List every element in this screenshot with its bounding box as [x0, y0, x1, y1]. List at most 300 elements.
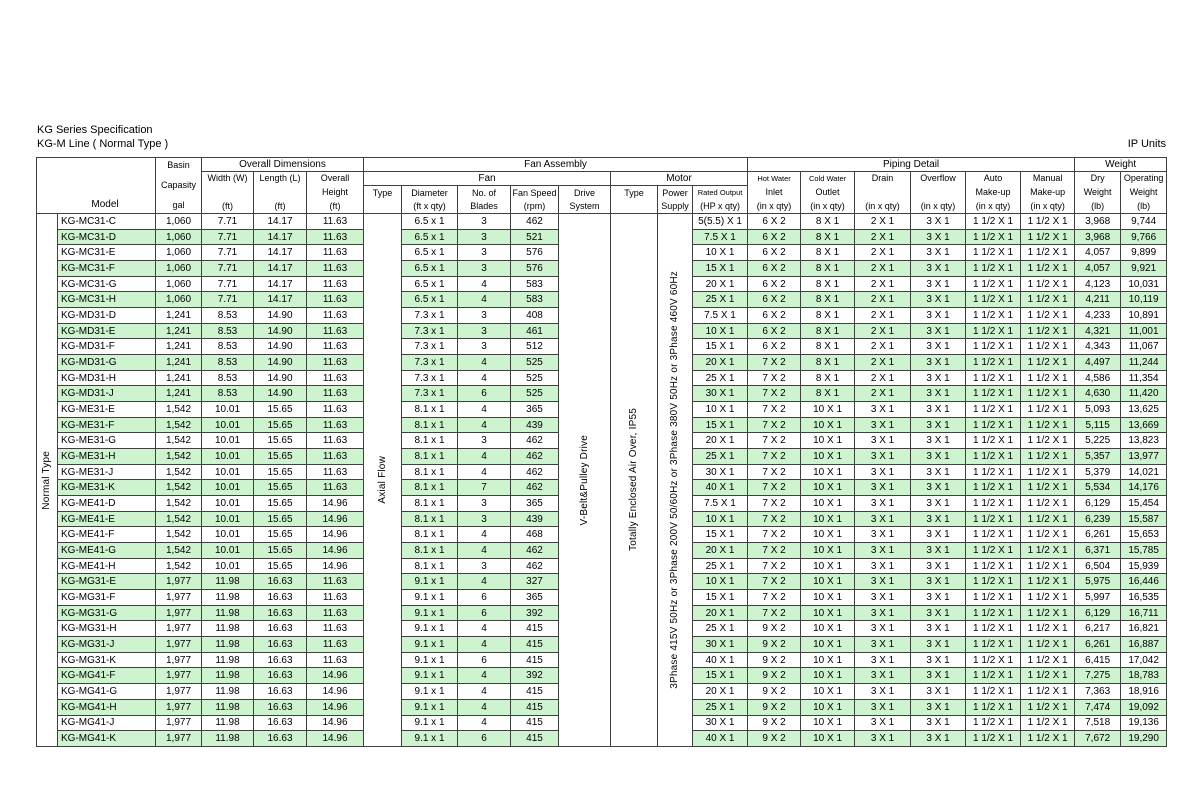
cell-model: KG-MC31-D [58, 229, 156, 245]
cell-manual-make-up: 1 1/2 X 1 [1021, 590, 1075, 606]
col-header-dry-weight: Dry Weight (lb) [1075, 172, 1121, 214]
cell-drain: 3 X 1 [855, 511, 911, 527]
cell-fan-diameter: 6.5 x 1 [402, 214, 458, 230]
cell-dry-weight: 7,518 [1075, 715, 1121, 731]
cell-basin-capacity: 1,542 [156, 558, 202, 574]
cell-manual-make-up: 1 1/2 X 1 [1021, 355, 1075, 371]
cell-auto-make-up: 1 1/2 X 1 [966, 605, 1021, 621]
cell-width: 10.01 [202, 449, 254, 465]
cell-fan-diameter: 9.1 x 1 [402, 605, 458, 621]
cell-cold-water-outlet: 8 X 1 [801, 229, 855, 245]
cell-dry-weight: 5,997 [1075, 590, 1121, 606]
cell-hot-water-inlet: 7 X 2 [748, 496, 801, 512]
cell-rated-output: 30 X 1 [693, 386, 748, 402]
group-header-weight: Weight [1075, 158, 1167, 172]
cell-basin-capacity: 1,542 [156, 480, 202, 496]
cell-width: 11.98 [202, 590, 254, 606]
cell-operating-weight: 9,744 [1121, 214, 1167, 230]
cell-width: 11.98 [202, 621, 254, 637]
cell-length: 15.65 [254, 527, 307, 543]
cell-drain: 2 X 1 [855, 370, 911, 386]
cell-drain: 3 X 1 [855, 699, 911, 715]
cell-auto-make-up: 1 1/2 X 1 [966, 261, 1021, 277]
cell-dry-weight: 3,968 [1075, 214, 1121, 230]
cell-operating-weight: 11,067 [1121, 339, 1167, 355]
cell-rated-output: 20 X 1 [693, 605, 748, 621]
cell-dry-weight: 7,275 [1075, 668, 1121, 684]
cell-no-of-blades: 7 [458, 480, 511, 496]
cell-manual-make-up: 1 1/2 X 1 [1021, 464, 1075, 480]
cell-auto-make-up: 1 1/2 X 1 [966, 386, 1021, 402]
cell-width: 7.71 [202, 229, 254, 245]
cell-basin-capacity: 1,241 [156, 370, 202, 386]
cell-manual-make-up: 1 1/2 X 1 [1021, 652, 1075, 668]
cell-width: 11.98 [202, 652, 254, 668]
cell-basin-capacity: 1,542 [156, 511, 202, 527]
cell-fan-diameter: 8.1 x 1 [402, 496, 458, 512]
cell-basin-capacity: 1,060 [156, 292, 202, 308]
col-header-fan-diameter: Diameter (ft x qty) [402, 186, 458, 214]
cell-operating-weight: 10,891 [1121, 308, 1167, 324]
cell-operating-weight: 16,535 [1121, 590, 1167, 606]
cell-overflow: 3 X 1 [911, 308, 966, 324]
cell-hot-water-inlet: 6 X 2 [748, 261, 801, 277]
cell-no-of-blades: 3 [458, 323, 511, 339]
cell-dry-weight: 4,057 [1075, 245, 1121, 261]
cell-length: 16.63 [254, 605, 307, 621]
cell-fan-speed: 415 [511, 684, 559, 700]
cell-rated-output: 15 X 1 [693, 417, 748, 433]
cell-dry-weight: 5,379 [1075, 464, 1121, 480]
cell-operating-weight: 11,001 [1121, 323, 1167, 339]
cell-drain: 3 X 1 [855, 574, 911, 590]
col-header-motor-type: Type [611, 186, 658, 214]
cell-basin-capacity: 1,977 [156, 590, 202, 606]
cell-basin-capacity: 1,241 [156, 386, 202, 402]
cell-dry-weight: 5,093 [1075, 402, 1121, 418]
cell-length: 16.63 [254, 699, 307, 715]
cell-fan-diameter: 6.5 x 1 [402, 261, 458, 277]
cell-overflow: 3 X 1 [911, 731, 966, 747]
cell-length: 15.65 [254, 417, 307, 433]
cell-width: 10.01 [202, 527, 254, 543]
cell-hot-water-inlet: 7 X 2 [748, 574, 801, 590]
cell-overflow: 3 X 1 [911, 668, 966, 684]
cell-width: 11.98 [202, 684, 254, 700]
cell-overall-height: 11.63 [307, 276, 364, 292]
cell-width: 10.01 [202, 558, 254, 574]
cell-hot-water-inlet: 9 X 2 [748, 652, 801, 668]
cell-overall-height: 11.63 [307, 292, 364, 308]
cell-no-of-blades: 6 [458, 605, 511, 621]
cell-rated-output: 15 X 1 [693, 527, 748, 543]
cell-fan-diameter: 9.1 x 1 [402, 652, 458, 668]
cell-cold-water-outlet: 10 X 1 [801, 668, 855, 684]
cell-fan-diameter: 9.1 x 1 [402, 590, 458, 606]
cell-fan-speed: 415 [511, 731, 559, 747]
cell-operating-weight: 15,454 [1121, 496, 1167, 512]
cell-basin-capacity: 1,977 [156, 731, 202, 747]
cell-basin-capacity: 1,542 [156, 527, 202, 543]
cell-no-of-blades: 4 [458, 543, 511, 559]
cell-fan-speed: 365 [511, 402, 559, 418]
cell-overall-height: 11.63 [307, 449, 364, 465]
cell-length: 16.63 [254, 652, 307, 668]
cell-fan-speed: 461 [511, 323, 559, 339]
cell-rated-output: 40 X 1 [693, 480, 748, 496]
cell-width: 8.53 [202, 323, 254, 339]
cell-model: KG-ME41-F [58, 527, 156, 543]
page-subtitle: KG-M Line ( Normal Type ) [37, 138, 169, 150]
cell-dry-weight: 6,129 [1075, 496, 1121, 512]
cell-overflow: 3 X 1 [911, 261, 966, 277]
cell-fan-diameter: 7.3 x 1 [402, 355, 458, 371]
cell-drain: 3 X 1 [855, 464, 911, 480]
cell-overflow: 3 X 1 [911, 637, 966, 653]
group-header-motor: Motor [611, 172, 748, 186]
cell-no-of-blades: 6 [458, 590, 511, 606]
cell-overflow: 3 X 1 [911, 543, 966, 559]
cell-cold-water-outlet: 10 X 1 [801, 605, 855, 621]
cell-manual-make-up: 1 1/2 X 1 [1021, 637, 1075, 653]
cell-overall-height: 11.63 [307, 464, 364, 480]
cell-no-of-blades: 4 [458, 637, 511, 653]
cell-manual-make-up: 1 1/2 X 1 [1021, 433, 1075, 449]
cell-drain: 3 X 1 [855, 731, 911, 747]
cell-cold-water-outlet: 10 X 1 [801, 496, 855, 512]
cell-operating-weight: 13,669 [1121, 417, 1167, 433]
cell-overall-height: 11.63 [307, 621, 364, 637]
cell-model: KG-ME41-E [58, 511, 156, 527]
cell-operating-weight: 19,136 [1121, 715, 1167, 731]
cell-model: KG-MG31-J [58, 637, 156, 653]
cell-rated-output: 15 X 1 [693, 668, 748, 684]
cell-auto-make-up: 1 1/2 X 1 [966, 323, 1021, 339]
cell-auto-make-up: 1 1/2 X 1 [966, 574, 1021, 590]
cell-hot-water-inlet: 7 X 2 [748, 543, 801, 559]
cell-cold-water-outlet: 10 X 1 [801, 574, 855, 590]
cell-width: 11.98 [202, 715, 254, 731]
cell-cold-water-outlet: 10 X 1 [801, 699, 855, 715]
cell-width: 10.01 [202, 433, 254, 449]
cell-overflow: 3 X 1 [911, 652, 966, 668]
cell-dry-weight: 6,261 [1075, 637, 1121, 653]
cell-width: 11.98 [202, 574, 254, 590]
cell-fan-speed: 415 [511, 652, 559, 668]
cell-overall-height: 14.96 [307, 558, 364, 574]
cell-fan-diameter: 9.1 x 1 [402, 574, 458, 590]
cell-auto-make-up: 1 1/2 X 1 [966, 527, 1021, 543]
cell-operating-weight: 14,176 [1121, 480, 1167, 496]
cell-operating-weight: 15,939 [1121, 558, 1167, 574]
cell-fan-diameter: 8.1 x 1 [402, 417, 458, 433]
cell-dry-weight: 4,497 [1075, 355, 1121, 371]
group-header-fan-assembly: Fan Assembly [364, 158, 748, 172]
cell-hot-water-inlet: 7 X 2 [748, 417, 801, 433]
group-header-overall-dimensions: Overall Dimensions [202, 158, 364, 172]
cell-auto-make-up: 1 1/2 X 1 [966, 308, 1021, 324]
cell-no-of-blades: 4 [458, 449, 511, 465]
cell-rated-output: 25 X 1 [693, 370, 748, 386]
cell-length: 16.63 [254, 684, 307, 700]
cell-cold-water-outlet: 10 X 1 [801, 731, 855, 747]
cell-cold-water-outlet: 10 X 1 [801, 652, 855, 668]
cell-dry-weight: 4,057 [1075, 261, 1121, 277]
cell-cold-water-outlet: 10 X 1 [801, 511, 855, 527]
cell-auto-make-up: 1 1/2 X 1 [966, 292, 1021, 308]
cell-drain: 3 X 1 [855, 402, 911, 418]
cell-dry-weight: 7,672 [1075, 731, 1121, 747]
cell-cold-water-outlet: 10 X 1 [801, 464, 855, 480]
cell-overall-height: 11.63 [307, 386, 364, 402]
cell-fan-speed: 521 [511, 229, 559, 245]
cell-fan-speed: 415 [511, 637, 559, 653]
cell-cold-water-outlet: 10 X 1 [801, 449, 855, 465]
cell-cold-water-outlet: 10 X 1 [801, 637, 855, 653]
cell-operating-weight: 9,899 [1121, 245, 1167, 261]
cell-length: 16.63 [254, 668, 307, 684]
rotated-fan-type-label: Axial Flow [364, 214, 402, 747]
cell-length: 15.65 [254, 449, 307, 465]
cell-hot-water-inlet: 7 X 2 [748, 464, 801, 480]
cell-fan-speed: 439 [511, 511, 559, 527]
col-header-drain: Drain (in x qty) [855, 172, 911, 214]
cell-fan-diameter: 8.1 x 1 [402, 402, 458, 418]
cell-operating-weight: 9,766 [1121, 229, 1167, 245]
cell-overall-height: 11.63 [307, 574, 364, 590]
cell-basin-capacity: 1,977 [156, 621, 202, 637]
cell-drain: 2 X 1 [855, 292, 911, 308]
cell-cold-water-outlet: 10 X 1 [801, 621, 855, 637]
cell-auto-make-up: 1 1/2 X 1 [966, 496, 1021, 512]
cell-auto-make-up: 1 1/2 X 1 [966, 339, 1021, 355]
cell-width: 8.53 [202, 370, 254, 386]
cell-model: KG-MD31-E [58, 323, 156, 339]
cell-overall-height: 11.63 [307, 433, 364, 449]
cell-overflow: 3 X 1 [911, 276, 966, 292]
cell-auto-make-up: 1 1/2 X 1 [966, 668, 1021, 684]
cell-length: 16.63 [254, 574, 307, 590]
cell-cold-water-outlet: 8 X 1 [801, 370, 855, 386]
cell-overflow: 3 X 1 [911, 684, 966, 700]
cell-model: KG-ME31-F [58, 417, 156, 433]
cell-model: KG-MG41-G [58, 684, 156, 700]
col-header-hot-water-inlet: Hot Water Inlet (in x qty) [748, 172, 801, 214]
cell-overall-height: 11.63 [307, 637, 364, 653]
cell-rated-output: 7.5 X 1 [693, 229, 748, 245]
cell-length: 15.65 [254, 433, 307, 449]
cell-hot-water-inlet: 7 X 2 [748, 449, 801, 465]
cell-model: KG-MC31-G [58, 276, 156, 292]
cell-dry-weight: 6,415 [1075, 652, 1121, 668]
cell-length: 14.17 [254, 261, 307, 277]
cell-width: 10.01 [202, 417, 254, 433]
cell-fan-speed: 462 [511, 433, 559, 449]
cell-hot-water-inlet: 6 X 2 [748, 214, 801, 230]
cell-overall-height: 11.63 [307, 323, 364, 339]
cell-fan-diameter: 9.1 x 1 [402, 621, 458, 637]
cell-basin-capacity: 1,977 [156, 637, 202, 653]
cell-overflow: 3 X 1 [911, 511, 966, 527]
col-header-power-supply: Power Supply [658, 186, 693, 214]
cell-overflow: 3 X 1 [911, 245, 966, 261]
cell-overflow: 3 X 1 [911, 527, 966, 543]
cell-model: KG-MC31-F [58, 261, 156, 277]
cell-no-of-blades: 4 [458, 574, 511, 590]
cell-manual-make-up: 1 1/2 X 1 [1021, 386, 1075, 402]
cell-fan-speed: 468 [511, 527, 559, 543]
cell-overall-height: 11.63 [307, 605, 364, 621]
cell-basin-capacity: 1,060 [156, 245, 202, 261]
cell-auto-make-up: 1 1/2 X 1 [966, 652, 1021, 668]
cell-drain: 3 X 1 [855, 621, 911, 637]
cell-auto-make-up: 1 1/2 X 1 [966, 731, 1021, 747]
cell-overflow: 3 X 1 [911, 370, 966, 386]
page-title: KG Series Specification [37, 124, 153, 136]
cell-drain: 2 X 1 [855, 355, 911, 371]
cell-rated-output: 30 X 1 [693, 637, 748, 653]
cell-basin-capacity: 1,977 [156, 574, 202, 590]
cell-drain: 2 X 1 [855, 323, 911, 339]
cell-auto-make-up: 1 1/2 X 1 [966, 402, 1021, 418]
cell-fan-speed: 365 [511, 590, 559, 606]
cell-overflow: 3 X 1 [911, 402, 966, 418]
cell-cold-water-outlet: 8 X 1 [801, 292, 855, 308]
cell-fan-diameter: 6.5 x 1 [402, 229, 458, 245]
cell-rated-output: 20 X 1 [693, 543, 748, 559]
cell-dry-weight: 6,261 [1075, 527, 1121, 543]
cell-drain: 2 X 1 [855, 229, 911, 245]
cell-width: 10.01 [202, 496, 254, 512]
cell-manual-make-up: 1 1/2 X 1 [1021, 449, 1075, 465]
cell-basin-capacity: 1,542 [156, 402, 202, 418]
cell-fan-speed: 583 [511, 276, 559, 292]
cell-hot-water-inlet: 6 X 2 [748, 229, 801, 245]
cell-length: 14.90 [254, 355, 307, 371]
cell-fan-diameter: 9.1 x 1 [402, 684, 458, 700]
cell-width: 11.98 [202, 605, 254, 621]
cell-overall-height: 14.96 [307, 543, 364, 559]
cell-manual-make-up: 1 1/2 X 1 [1021, 605, 1075, 621]
cell-manual-make-up: 1 1/2 X 1 [1021, 684, 1075, 700]
cell-model: KG-ME31-E [58, 402, 156, 418]
cell-width: 7.71 [202, 245, 254, 261]
cell-length: 14.17 [254, 276, 307, 292]
cell-basin-capacity: 1,060 [156, 214, 202, 230]
cell-manual-make-up: 1 1/2 X 1 [1021, 621, 1075, 637]
cell-basin-capacity: 1,241 [156, 323, 202, 339]
cell-length: 15.65 [254, 480, 307, 496]
cell-operating-weight: 15,785 [1121, 543, 1167, 559]
cell-dry-weight: 5,357 [1075, 449, 1121, 465]
cell-cold-water-outlet: 8 X 1 [801, 308, 855, 324]
cell-manual-make-up: 1 1/2 X 1 [1021, 214, 1075, 230]
cell-no-of-blades: 4 [458, 699, 511, 715]
cell-operating-weight: 16,887 [1121, 637, 1167, 653]
cell-dry-weight: 4,233 [1075, 308, 1121, 324]
cell-operating-weight: 16,711 [1121, 605, 1167, 621]
cell-basin-capacity: 1,542 [156, 417, 202, 433]
cell-overflow: 3 X 1 [911, 386, 966, 402]
cell-manual-make-up: 1 1/2 X 1 [1021, 339, 1075, 355]
cell-fan-diameter: 6.5 x 1 [402, 292, 458, 308]
cell-auto-make-up: 1 1/2 X 1 [966, 355, 1021, 371]
cell-fan-speed: 439 [511, 417, 559, 433]
cell-operating-weight: 9,921 [1121, 261, 1167, 277]
cell-no-of-blades: 4 [458, 417, 511, 433]
cell-drain: 3 X 1 [855, 433, 911, 449]
cell-manual-make-up: 1 1/2 X 1 [1021, 480, 1075, 496]
cell-operating-weight: 13,977 [1121, 449, 1167, 465]
cell-overflow: 3 X 1 [911, 417, 966, 433]
cell-drain: 3 X 1 [855, 480, 911, 496]
cell-overall-height: 14.96 [307, 496, 364, 512]
cell-auto-make-up: 1 1/2 X 1 [966, 558, 1021, 574]
cell-fan-speed: 462 [511, 558, 559, 574]
cell-dry-weight: 6,129 [1075, 605, 1121, 621]
cell-length: 15.65 [254, 464, 307, 480]
cell-operating-weight: 11,244 [1121, 355, 1167, 371]
cell-model: KG-MD31-J [58, 386, 156, 402]
cell-length: 15.65 [254, 496, 307, 512]
cell-fan-speed: 462 [511, 449, 559, 465]
cell-rated-output: 40 X 1 [693, 652, 748, 668]
cell-cold-water-outlet: 10 X 1 [801, 684, 855, 700]
cell-rated-output: 15 X 1 [693, 590, 748, 606]
cell-rated-output: 25 X 1 [693, 558, 748, 574]
cell-cold-water-outlet: 8 X 1 [801, 339, 855, 355]
cell-fan-diameter: 6.5 x 1 [402, 245, 458, 261]
cell-fan-diameter: 9.1 x 1 [402, 668, 458, 684]
cell-dry-weight: 5,975 [1075, 574, 1121, 590]
cell-basin-capacity: 1,060 [156, 261, 202, 277]
cell-no-of-blades: 3 [458, 261, 511, 277]
cell-fan-diameter: 7.3 x 1 [402, 386, 458, 402]
cell-width: 10.01 [202, 402, 254, 418]
cell-fan-speed: 525 [511, 355, 559, 371]
cell-drain: 2 X 1 [855, 245, 911, 261]
cell-auto-make-up: 1 1/2 X 1 [966, 590, 1021, 606]
cell-overall-height: 11.63 [307, 308, 364, 324]
cell-hot-water-inlet: 9 X 2 [748, 699, 801, 715]
cell-length: 14.90 [254, 370, 307, 386]
cell-drain: 3 X 1 [855, 449, 911, 465]
cell-no-of-blades: 4 [458, 355, 511, 371]
col-header-overflow: Overflow (in x qty) [911, 172, 966, 214]
cell-overall-height: 11.63 [307, 417, 364, 433]
group-header-fan: Fan [364, 172, 611, 186]
cell-cold-water-outlet: 10 X 1 [801, 527, 855, 543]
cell-width: 11.98 [202, 668, 254, 684]
cell-overall-height: 11.63 [307, 480, 364, 496]
cell-basin-capacity: 1,542 [156, 449, 202, 465]
cell-manual-make-up: 1 1/2 X 1 [1021, 229, 1075, 245]
cell-fan-speed: 525 [511, 386, 559, 402]
cell-fan-speed: 392 [511, 668, 559, 684]
cell-fan-diameter: 8.1 x 1 [402, 558, 458, 574]
cell-fan-diameter: 6.5 x 1 [402, 276, 458, 292]
cell-no-of-blades: 3 [458, 229, 511, 245]
col-header-manual-make-up: Manual Make-up (in x qty) [1021, 172, 1075, 214]
cell-no-of-blades: 3 [458, 511, 511, 527]
cell-length: 14.17 [254, 229, 307, 245]
cell-drain: 3 X 1 [855, 637, 911, 653]
cell-dry-weight: 4,630 [1075, 386, 1121, 402]
cell-rated-output: 25 X 1 [693, 292, 748, 308]
col-header-width: Width (W) (ft) [202, 172, 254, 214]
cell-model: KG-MC31-H [58, 292, 156, 308]
col-header-drive-system: Drive System [559, 186, 611, 214]
